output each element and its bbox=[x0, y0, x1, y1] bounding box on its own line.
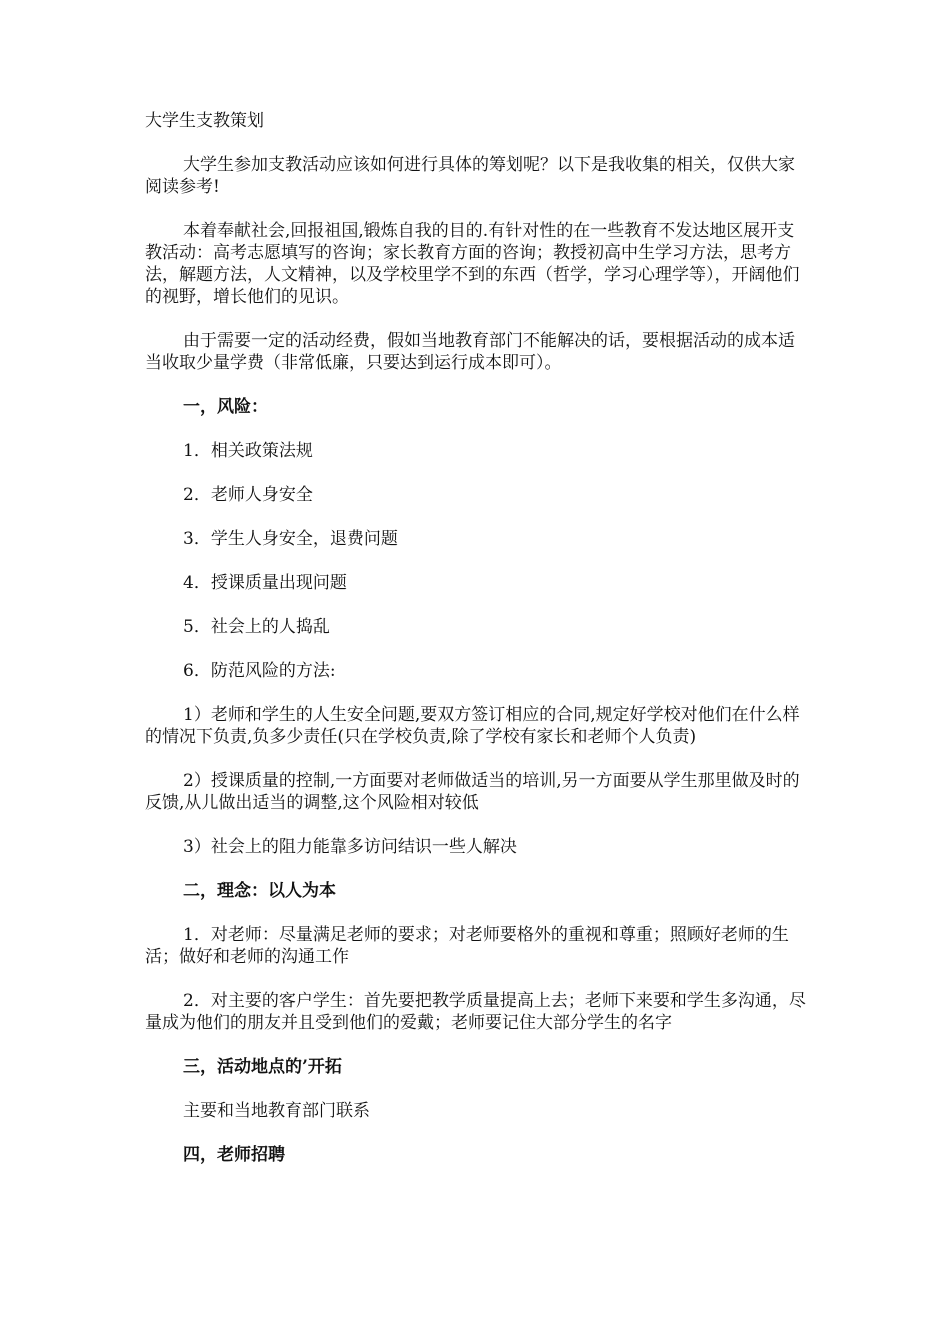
section-heading-location: 三，活动地点的’开拓 bbox=[183, 1057, 342, 1077]
philosophy-item-2: 2．对主要的客户学生：首先要把教学质量提高上去；老师下来要和学生多沟通，尽量成为他们的朋友并且受到他们的爱戴；老师要记住大部分学生的名字 bbox=[145, 991, 806, 1033]
intro-paragraph: 大学生参加支教活动应该如何进行具体的筹划呢？以下是我收集的相关，仅供大家阅读参考! bbox=[145, 155, 795, 197]
risk-method-2: 2）授课质量的控制,一方面要对老师做适当的培训,另一方面要从学生那里做及时的反馈,从儿做出适当的调整,这个风险相对较低 bbox=[145, 771, 800, 813]
philosophy-item-1: 1．对老师：尽量满足老师的要求；对老师要格外的重视和尊重；照顾好老师的生活；做好和老师的沟通工作 bbox=[145, 925, 789, 967]
risk-item-5: 5．社会上的人捣乱 bbox=[183, 617, 330, 637]
location-text: 主要和当地教育部门联系 bbox=[183, 1101, 370, 1121]
section-heading-risk: 一，风险： bbox=[183, 397, 268, 417]
risk-method-1: 1）老师和学生的人生安全问题,要双方签订相应的合同,规定好学校对他们在什么样的情况下负责,负多少责任(只在学校负责,除了学校有家长和老师个人负责) bbox=[145, 705, 800, 747]
document-page bbox=[145, 110, 810, 1188]
document-title: 大学生支教策划 bbox=[145, 111, 264, 131]
risk-item-2: 2．老师人身安全 bbox=[183, 485, 313, 505]
risk-method-3: 3）社会上的阻力能靠多访问结识一些人解决 bbox=[183, 837, 517, 857]
risk-item-6: 6．防范风险的方法: bbox=[183, 661, 336, 681]
risk-item-4: 4．授课质量出现问题 bbox=[183, 573, 347, 593]
section-heading-recruitment: 四，老师招聘 bbox=[183, 1145, 285, 1165]
risk-item-3: 3．学生人身安全，退费问题 bbox=[183, 529, 398, 549]
funding-paragraph: 由于需要一定的活动经费，假如当地教育部门不能解决的话，要根据活动的成本适当收取少量学费（非常低廉，只要达到运行成本即可）。 bbox=[145, 331, 795, 373]
section-heading-philosophy: 二，理念：以人为本 bbox=[183, 881, 336, 901]
risk-item-1: 1．相关政策法规 bbox=[183, 441, 313, 461]
purpose-paragraph: 本着奉献社会,回报祖国,锻炼自我的目的.有针对性的在一些教育不发达地区展开支教活动：高考志愿填写的咨询；家长教育方面的咨询；教授初高中生学习方法，思考方法，解题方法，人文精神，以及学校里学不到的东西（哲学，学习心理学等），开阔他们的视野，增长他们的见识。 bbox=[145, 221, 800, 307]
